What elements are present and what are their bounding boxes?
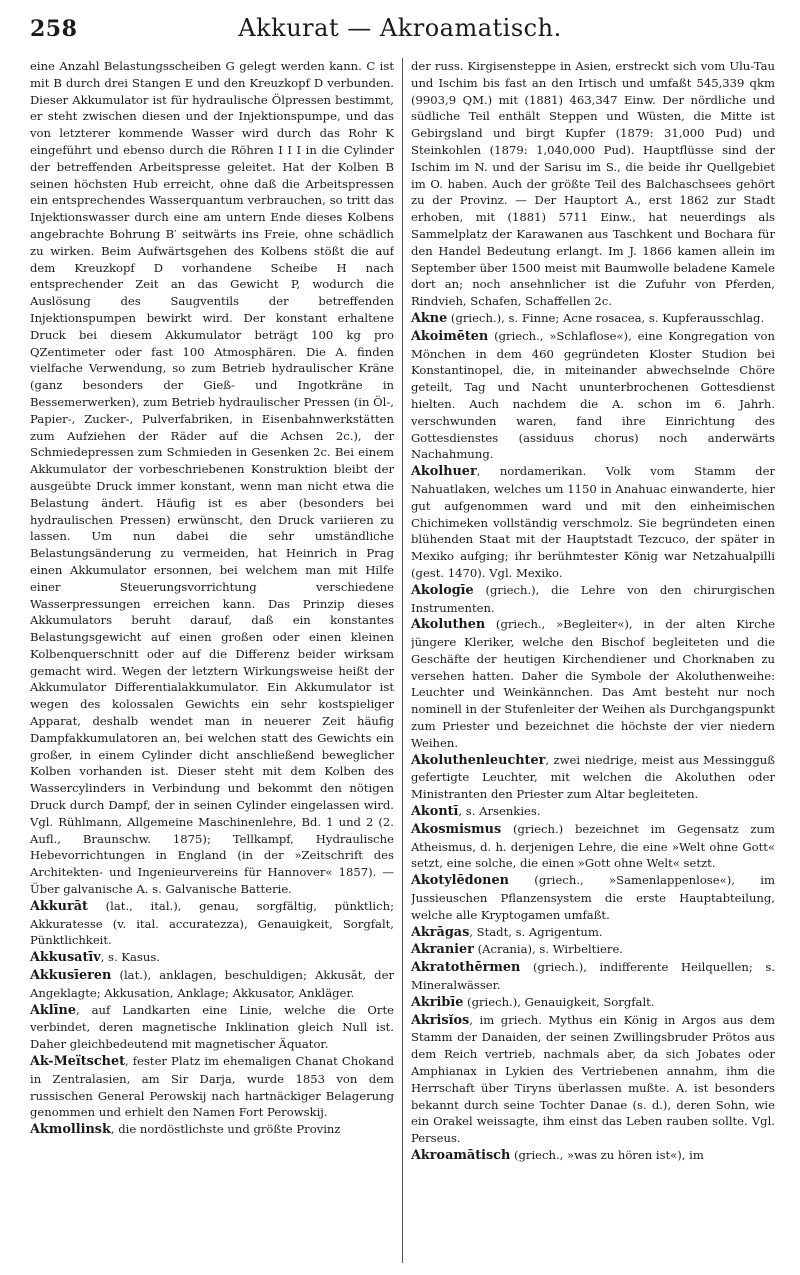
entry-headword: Akrisĭos [411, 1012, 470, 1028]
entry-headword: Akoimēten [411, 328, 489, 344]
entry-text: (griech., »Samenlappenlose«), im Jussieuschen Pflanzensystem die erste Hauptabteilung, welche alle Kryptogamen umfaßt. [411, 873, 775, 922]
entry-headword: Akrāgas [411, 924, 470, 940]
dictionary-entry [411, 959, 775, 994]
entry-text: (griech.) bezeichnet im Gegensatz zum Atheismus, d. h. derjenigen Lehre, die eine »Welt ohne Gott« setzt, eine solche, die einen »Gott ohne Welt« setzt. [411, 821, 775, 871]
entry-headword: Aklīne [30, 1002, 76, 1018]
entry-text: (griech., »was zu hören ist«), im [510, 1148, 704, 1162]
dictionary-entry [411, 821, 775, 872]
entry-text: (griech.), die Lehre von den chirurgischen Instrumenten. [411, 582, 775, 615]
dictionary-entry [30, 1053, 394, 1121]
entry-headword: Akmollinsk [30, 1122, 111, 1138]
continuation-paragraph [411, 58, 775, 310]
entry-text: (Acrania), s. Wirbeltiere. [473, 942, 623, 957]
entry-text: , auf Landkarten eine Linie, welche die Orte verbindet, deren magnetische Inklination gleich Null ist. Daher gleichbedeutend mit magnetischer Äquator. [30, 1002, 394, 1052]
entry-text: , s. Arsenkies. [458, 804, 541, 819]
entry-text: (griech.), indifferente Heilquellen; s. Mineralwässer. [411, 960, 775, 993]
entry-headword: Akribīe [411, 994, 464, 1010]
dictionary-entry [411, 872, 775, 923]
dictionary-entry [411, 616, 775, 751]
dictionary-entry [411, 582, 775, 617]
entry-text: (griech., »Schlaflose«), eine Kongregation von Mönchen in dem 460 gegründeten Kloster Studion bei Konstantinopel, die, in miteinander abwechselnde Chöre geteilt, Tag und Nacht ununterbrochenen Gottesdienst hielten. Auch nachdem die A. schon im 6. Jahrh. verschwunden waren, fand ihre Einrichtung des Gottesdienstes (assiduus chorus) noch anderwärts Nachahmung. [411, 328, 775, 462]
entry-text: (lat.), anklagen, beschuldigen; Akkusāt, der Angeklagte; Akkusation, Anklage; Akkusator, Ankläger. [30, 968, 394, 1000]
entry-headword: Akontī [411, 804, 459, 820]
entry-headword: Akne [411, 310, 448, 326]
entry-text: (griech.), s. Finne; Acne rosacea, s. Kupferausschlag. [447, 310, 765, 325]
entry-headword: Akkusatīv [30, 950, 101, 966]
dictionary-entry [411, 463, 775, 582]
dictionary-entry [411, 752, 775, 803]
entry-headword: Ak-Meïtschet [30, 1054, 126, 1070]
dictionary-entry [411, 941, 775, 959]
running-head: Akkurat — Akroamatisch. [238, 14, 562, 42]
entry-headword: Akratothērmen [411, 960, 521, 976]
entry-text: (lat., ital.), genau, sorgfältig, pünktlich; Akkuratesse (v. ital. accuratezza), Genauigkeit, Sorgfalt, Pünktlichkeit. [30, 898, 394, 948]
entry-text: , fester Platz im ehemaligen Chanat Chokand in Zentralasien, am Sir Darja, wurde 1853 von dem russischen General Perowskij nach hartnäckiger Belagerung genommen und erhielt den Namen Fort Perowskij. [30, 1054, 394, 1120]
entry-headword: Akoluthen [411, 617, 486, 633]
dictionary-entry [30, 898, 394, 949]
dictionary-entry [30, 1121, 394, 1139]
dictionary-entry [411, 994, 775, 1012]
text-columns [30, 58, 775, 1263]
entry-headword: Akroamātisch [411, 1148, 511, 1163]
left-column [30, 58, 394, 1263]
entry-headword: Akolhuer [411, 464, 477, 480]
dictionary-entry [411, 1012, 775, 1147]
dictionary-entry [30, 949, 394, 967]
right-column [411, 58, 775, 1263]
entry-headword: Akkurāt [30, 898, 88, 914]
entry-text: , im griech. Mythus ein König in Argos aus dem Stamm der Danaiden, der seinen Zwillingsbruder Prötos aus dem Reich vertrieb, nachmals aber, da sich Jobates oder Amphianax in Lykien des Vertriebenen annahm, ihm die Herrschaft über Tiryns überlassen mußte. A. ist besonders bekannt durch seine Tochter Danae (s. d.), deren Sohn, wie ein Orakel weissagte, ihm einst das Leben rauben sollte. Vgl. Perseus. [411, 1012, 775, 1146]
entry-text: , s. Kasus. [100, 950, 160, 965]
page-number: 258 [30, 16, 78, 42]
page-header [30, 14, 770, 48]
dictionary-entry [411, 328, 775, 463]
entry-headword: Akranier [411, 942, 474, 958]
entry-headword: Akologīe [411, 582, 474, 598]
continuation-paragraph [30, 58, 394, 898]
entry-text: eine Anzahl Belastungsscheiben G gelegt werden kann. C ist mit B durch drei Stangen E und den Kreuzkopf D verbunden. Dieser Akkumulator ist für hydraulische Ölpressen bestimmt, er steht zwischen diesen und der Injektionspumpe, und das von letzterer kommende Wasser wird durch das Rohr K eingeführt und ebenso durch die Röhren I I I in die Cylinder der betreffenden Arbeitspresse geleitet. Hat der Kolben B seinen höchsten Hub erreicht, ohne daß die Arbeitspressen ein entsprechendes Wasserquantum verbrauchen, so tritt das Injektionswasser durch eine am untern Ende dieses Kolbens angebrachte Bohrung B′ seitwärts ins Freie, ohne schädlich zu wirken. Beim Aufwärtsgehen des Kolbens stößt die auf dem Kreuzkopf D vorhandene Scheibe H nach entsprechender Zeit an das Gewicht P, wodurch die Auslösung des Saugventils der betreffenden Injektionspumpen bewirkt wird. Der konstant erhaltene Druck bei diesem Akkumulator beträgt 100 kg pro QZentimeter oder fast 100 Atmosphären. Die A. finden vielfache Verwendung, so zum Betrieb hydraulischer Kräne (ganz besonders der Gieß- und Ingotkräne in Bessemerwerken), zum Betrieb hydraulischer Pressen (in Öl-, Papier-, Zucker-, Pulverfabriken, in Eisenbahnwerkstätten zum Aufziehen der Räder auf die Achsen 2c.), der Schmiedepressen zum Schmieden in Gesenken 2c. Bei einem Akkumulator der vorbeschriebenen Konstruktion bleibt der ausgeübte Druck immer konstant, wenn man nicht etwa die Belastung ändert. Häufig ist es aber (besonders bei hydraulischen Pressen) erwünscht, den Druck variieren zu lassen. Um nun dabei die sehr umständliche Belastungsänderung zu vermeiden, hat Heinrich in Prag einen Akkumulator ersonnen, bei welchem man mit Hilfe einer Steuerungsvorrichtung verschiedene Wasserpressungen erreichen kann. Das Prinzip dieses Akkumulators beruht darauf, daß ein konstantes Belastungsgewicht auf einen großen oder einen kleinen Kolbenquerschnitt oder auf die Differenz beider wirksam gemacht wird. Wegen der letztern Wirkungsweise heißt der Akkumulator Differentialakkumulator. Ein Akkumulator ist wegen des kolossalen Gewichts ein sehr kostspieliger Apparat, deshalb wendet man in neuerer Zeit häufig Dampfakkumulatoren an, bei welchen statt des Gewichts ein großer, in einem Cylinder dicht anschließend beweglicher Kolben vorhanden ist. Dieser steht mit dem Kolben des Wassercylinders in Verbindung und bekommt den nötigen Druck durch Dampf, der in seinen Cylinder eingelassen wird. Vgl. Rühlmann, Allgemeine Maschinenlehre, Bd. 1 und 2 (2. Aufl., Braunschw. 1875); Tellkampf, Hydraulische Hebevorrichtungen in England (in der »Zeitschrift des Architekten- und Ingenieurvereins für Hannover« 1857). — Über galvanische A. s. Galvanische Batterie. [30, 59, 394, 897]
entry-text: , die nordöstlichste und größte Provinz [110, 1122, 341, 1137]
entry-text: (griech., »Begleiter«), in der alten Kirche jüngere Kleriker, welche den Bischof begleiteten und die Geschäfte der heutigen Kirchendiener und Chorknaben zu versehen hatten. Daher die Symbole der Akoluthenweihe: Leuchter und Weinkännchen. Das Amt besteht nur noch nominell in der Stufenleiter der Weihen als Durchgangspunkt zum Priester und bezeichnet die höchste der vier niedern Weihen. [411, 617, 775, 750]
dictionary-entry [411, 924, 775, 942]
entry-headword: Akoluthenleuchter [411, 752, 546, 768]
entry-headword: Akotylēdonen [411, 873, 509, 889]
entry-headword: Akkusīeren [30, 968, 112, 984]
entry-text: der russ. Kirgisensteppe in Asien, erstreckt sich vom Ulu-Tau und Ischim bis fast an den Irtisch und umfaßt 545,339 qkm (9903,9 QM.) mit (1881) 463,347 Einw. Der nördliche und südliche Teil enthält Steppen und Wüsten, die Mitte ist Gebirgsland und birgt Kupfer (1879: 31,000 Pud) und Steinkohlen (1879: 1,040,000 Pud). Hauptflüsse sind der Ischim im N. und der Sarisu im S., die beide ihr Quellgebiet im O. haben. Auch der größte Teil des Balchaschsees gehört zu der Provinz. — Der Hauptort A., erst 1862 zur Stadt erhoben, mit (1881) 5711 Einw., hat neuerdings als Sammelplatz der Karawanen aus Taschkent und Bochara für den Handel Bedeutung erlangt. Im J. 1866 kamen allein im September über 1500 meist mit Baumwolle beladene Kamele dort an; noch ansehnlicher ist die Zufuhr von Pferden, Rindvieh, Schafen, Schaffellen 2c. [411, 59, 775, 309]
dictionary-entry [30, 967, 394, 1002]
dictionary-entry [411, 803, 775, 821]
entry-text: (griech.), Genauigkeit, Sorgfalt. [463, 994, 655, 1009]
entry-text: , Stadt, s. Agrigentum. [469, 924, 603, 939]
dictionary-entry [30, 1002, 394, 1053]
column-divider [402, 58, 403, 1263]
dictionary-entry [411, 310, 775, 328]
entry-text: , zwei niedrige, meist aus Messingguß gefertigte Leuchter, mit welchen die Akoluthen oder Ministranten den Priester zum Altar begleiteten. [411, 752, 775, 802]
entry-headword: Akosmismus [411, 821, 502, 837]
entry-text: , nordamerikan. Volk vom Stamm der Nahuatlaken, welches um 1150 in Anahuac einwanderte, hier gut aufgenommen ward und mit den einheimischen Chichimeken vollständig verschmolz. Sie begründeten einen blühenden Staat mit der Hauptstadt Tezcuco, der später in Mexiko aufging; ihr berühmtester König war Netzahualpilli (gest. 1470). Vgl. Mexiko. [411, 464, 775, 580]
dictionary-entry [411, 1147, 775, 1165]
